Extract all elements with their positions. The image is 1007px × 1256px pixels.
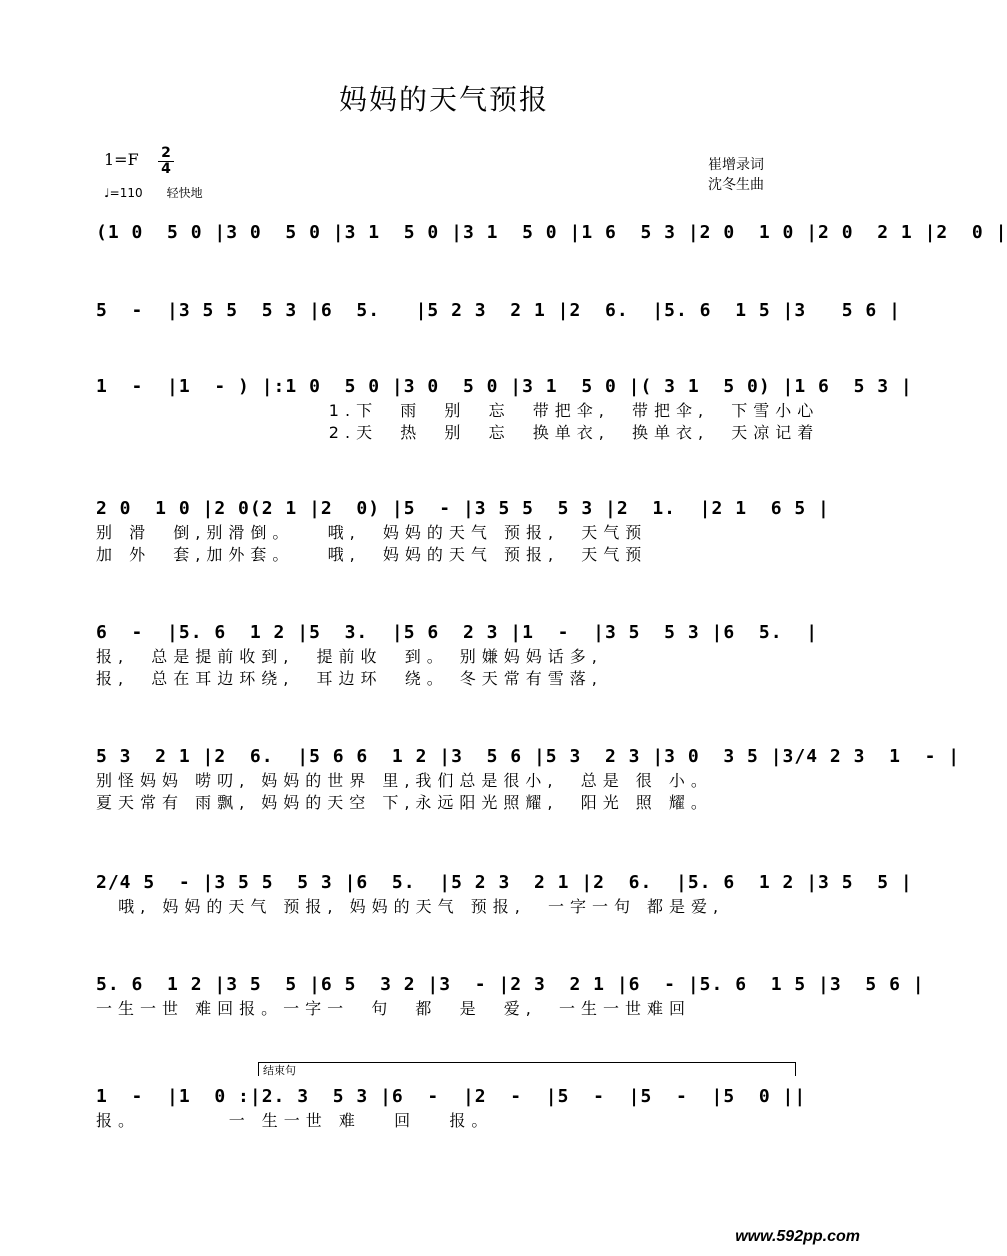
notation-line: 1 - |1 0 :|2. 3 5 3 |6 - |2 - |5 - |5 - |5 0 || (96, 1086, 807, 1107)
music-system-9 (96, 1084, 807, 1132)
notation-line: 2/4 5 - |3 5 5 5 3 |6 5. |5 2 3 2 1 |2 6. |5. 6 1 2 |3 5 5 | (96, 872, 913, 893)
music-system-8 (96, 972, 925, 1020)
lyric-verse-1: 别怪妈妈 唠叨, 妈妈的世界 里,我们总是很小, 总是 很 小。 (96, 771, 713, 790)
lyric-verse-2: 加 外 套,加外套。 哦, 妈妈的天气 预报, 天气预 (96, 545, 648, 564)
music-system-7 (96, 870, 913, 918)
music-system-5 (96, 620, 819, 690)
music-system-3 (96, 374, 913, 444)
lyric-verse-2: 报, 总在耳边环绕, 耳边环 绕。 冬天常有雪落, (96, 669, 603, 688)
music-system-6 (96, 744, 961, 814)
tempo-marking: ♩=110 轻快地 (104, 186, 203, 200)
music-system-2 (96, 298, 901, 324)
time-signature-bottom: 4 (161, 161, 171, 177)
notation-line: (1 0 5 0 |3 0 5 0 |3 1 5 0 |3 1 5 0 |1 6 5 3 |2 0 1 0 |2 0 2 1 |2 0 | (96, 222, 1007, 243)
lyric-line: 哦, 妈妈的天气 预报, 妈妈的天气 预报, 一字一句 都是爱, (96, 897, 725, 916)
time-signature-top: 2 (161, 145, 171, 161)
credits (708, 155, 764, 195)
watermark: www.592pp.com (735, 1228, 860, 1245)
key-signature: 1=F (104, 150, 139, 169)
composer-credit: 沈冬生曲 (708, 177, 764, 193)
notation-line: 5 3 2 1 |2 6. |5 6 6 1 2 |3 5 6 |5 3 2 3 |3 0 3 5 |3/4 2 3 1 - | (96, 746, 961, 767)
notation-line: 5 - |3 5 5 5 3 |6 5. |5 2 3 2 1 |2 6. |5. 6 1 5 |3 5 6 | (96, 300, 901, 321)
time-signature (158, 147, 174, 176)
ending-bracket: 结束句 (258, 1062, 796, 1076)
lyric-line: 报。 一 生一世 难 回 报。 (96, 1111, 494, 1130)
lyric-verse-1: 别 滑 倒,别滑倒。 哦, 妈妈的天气 预报, 天气预 (96, 523, 648, 542)
lyric-verse-1: 报, 总是提前收到, 提前收 到。 别嫌妈妈话多, (96, 647, 603, 666)
lyricist-credit: 崔增录词 (708, 157, 764, 173)
lyric-line: 一生一世 难回报。一字一 句 都 是 爱, 一生一世难回 (96, 999, 692, 1018)
song-title: 妈妈的天气预报 (338, 83, 549, 116)
notation-line: 2 0 1 0 |2 0(2 1 |2 0) |5 - |3 5 5 5 3 |2 1. |2 1 6 5 | (96, 498, 830, 519)
lyric-verse-2: 2.天 热 别 忘 换单衣, 换单衣, 天凉记着 (96, 423, 820, 442)
lyric-verse-1: 1.下 雨 别 忘 带把伞, 带把伞, 下雪小心 (96, 401, 820, 420)
music-system-4 (96, 496, 830, 566)
music-system-1 (96, 220, 1007, 246)
notation-line: 6 - |5. 6 1 2 |5 3. |5 6 2 3 |1 - |3 5 5 3 |6 5. | (96, 622, 819, 643)
notation-line: 5. 6 1 2 |3 5 5 |6 5 3 2 |3 - |2 3 2 1 |6 - |5. 6 1 5 |3 5 6 | (96, 974, 925, 995)
notation-line: 1 - |1 - ) |:1 0 5 0 |3 0 5 0 |3 1 5 0 |( 3 1 5 0) |1 6 5 3 | (96, 376, 913, 397)
lyric-verse-2: 夏天常有 雨飘, 妈妈的天空 下,永远阳光照耀, 阳光 照 耀。 (96, 793, 713, 812)
